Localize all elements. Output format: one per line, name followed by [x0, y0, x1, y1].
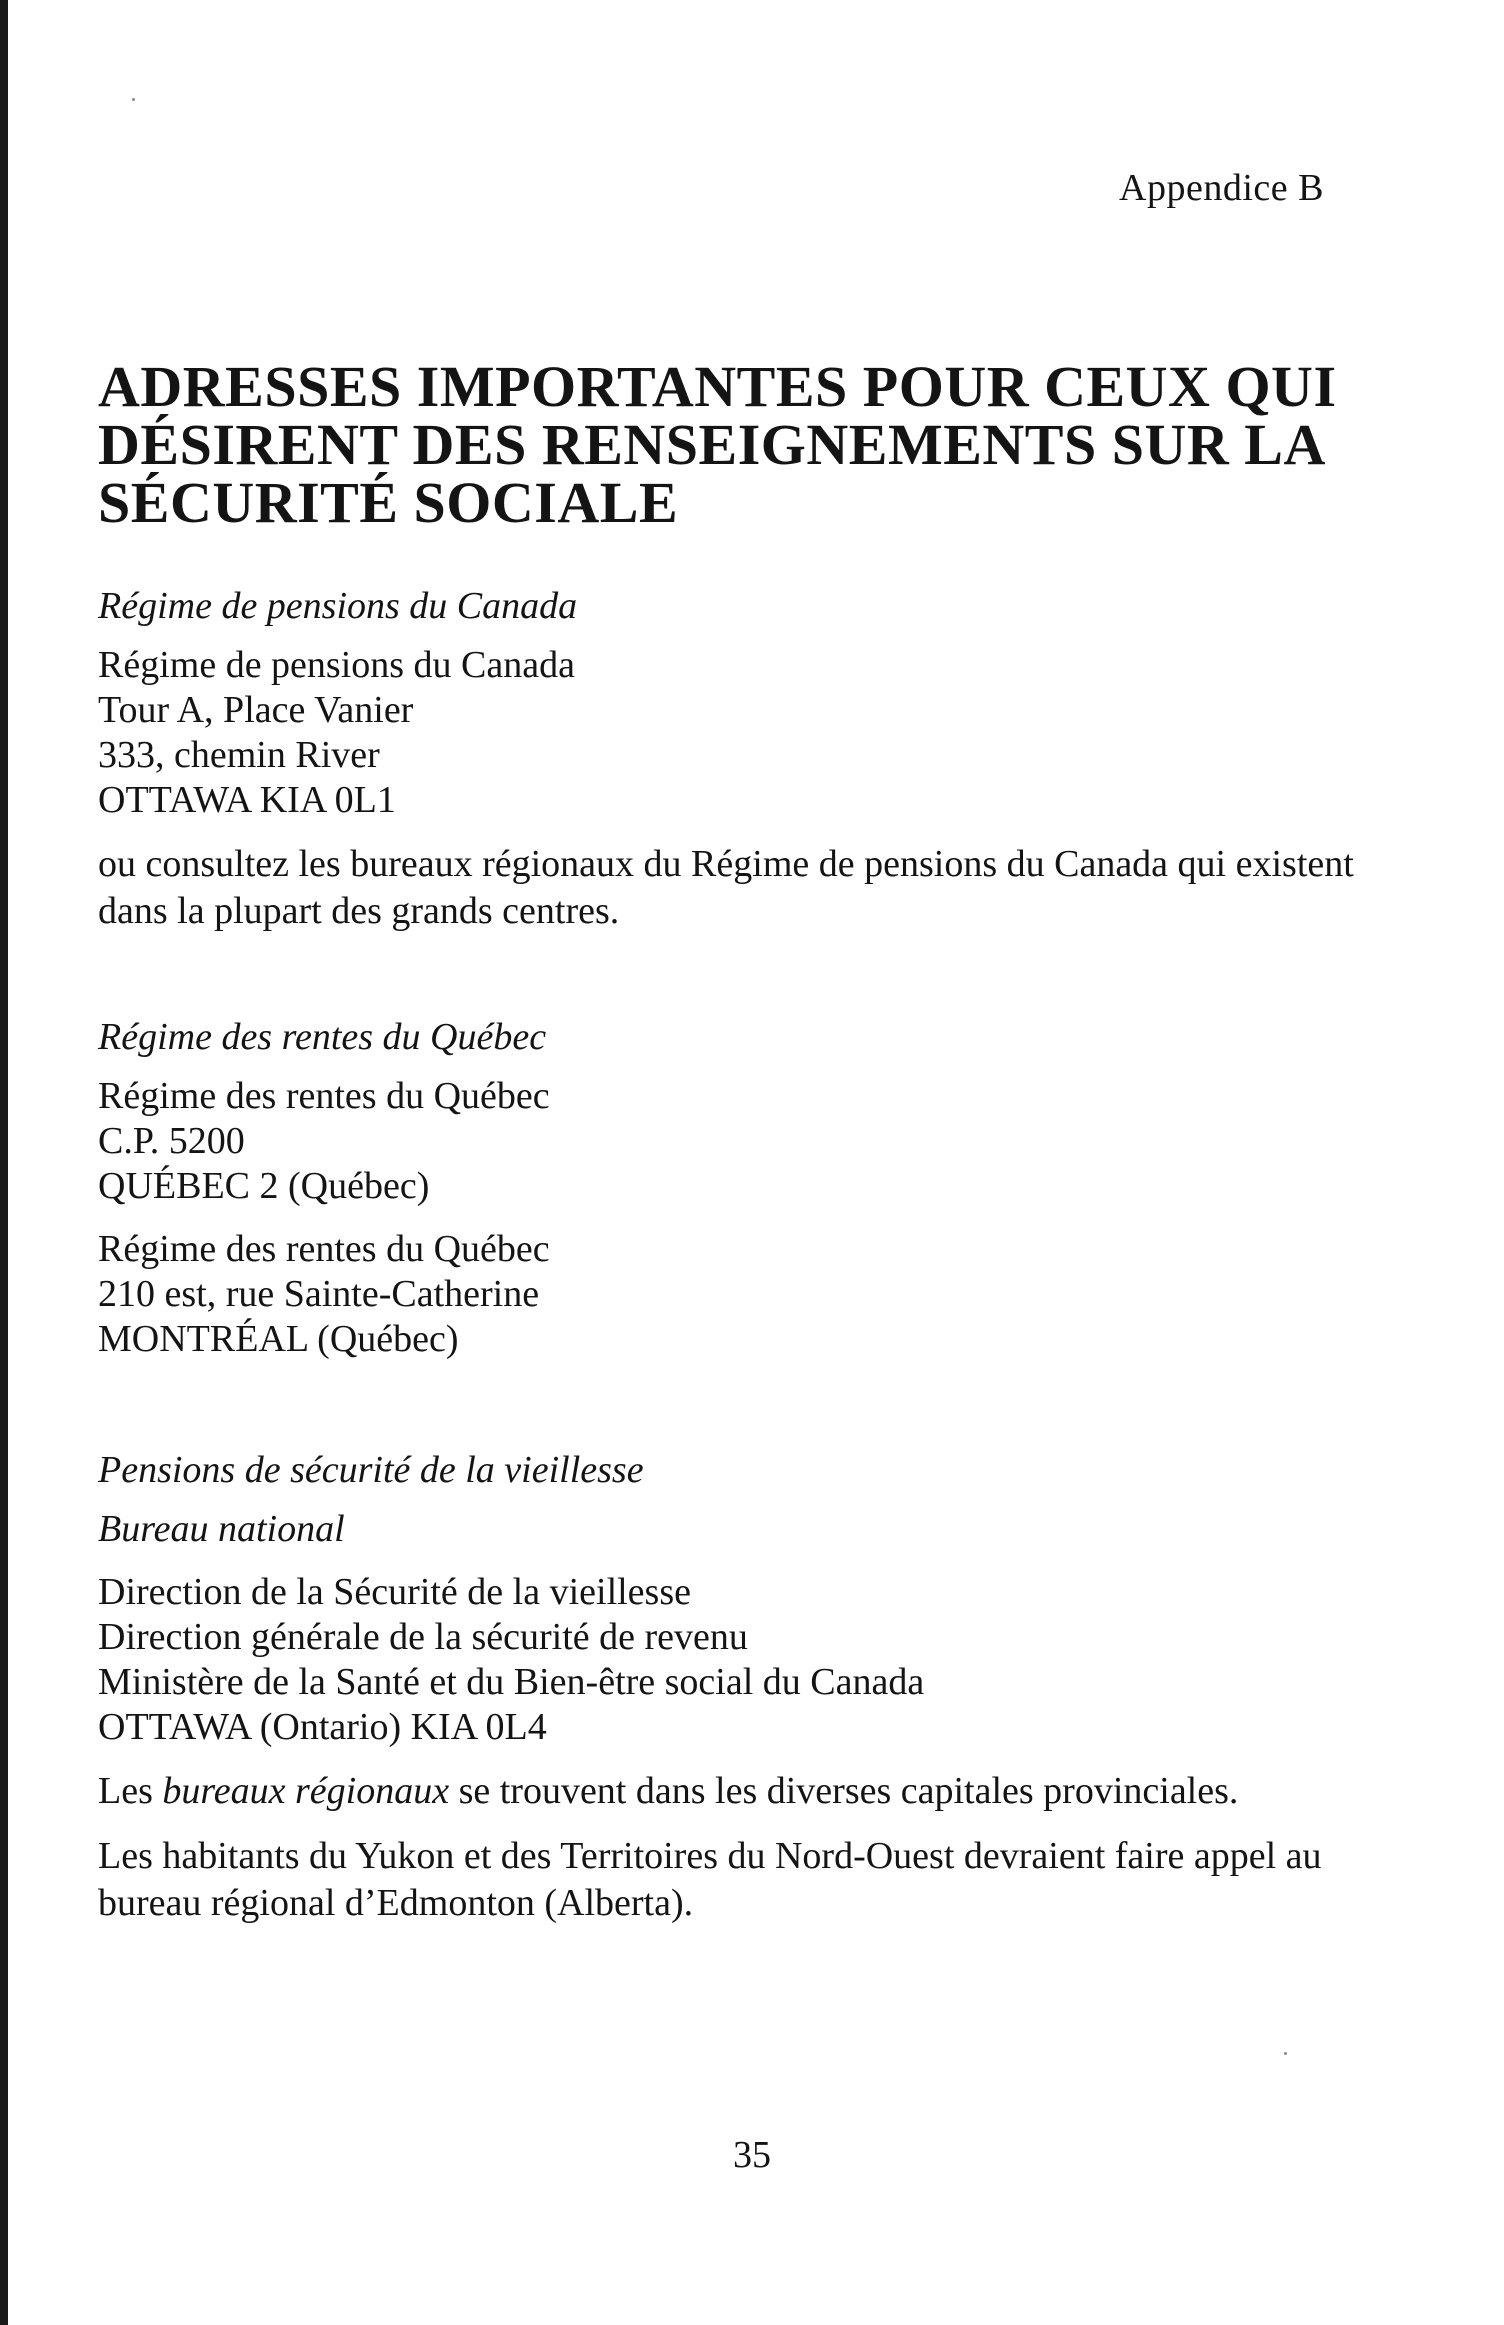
page-number: 35	[733, 2134, 771, 2176]
regional-offices-note	[98, 1768, 1398, 1815]
address-line: Tour A, Place Vanier	[98, 689, 414, 731]
note-text: Les	[98, 1770, 163, 1812]
address-line: Régime de pensions du Canada	[98, 644, 576, 686]
address-block	[98, 1570, 1398, 1750]
section-heading: Régime de pensions du Canada	[98, 585, 578, 627]
section-heading: Régime des rentes du Québec	[98, 1016, 547, 1058]
address-line: Régime des rentes du Québec	[98, 1228, 550, 1270]
note-emphasis: bureaux régionaux	[162, 1770, 450, 1812]
page-title	[98, 354, 1398, 535]
address-line: MONTRÉAL (Québec)	[98, 1318, 459, 1360]
address-block	[98, 1074, 1398, 1209]
address-line: OTTAWA (Ontario) KIA 0L4	[98, 1706, 547, 1748]
appendix-label: Appendice B	[1119, 167, 1324, 209]
scan-speck	[1284, 2052, 1287, 2055]
address-line: Régime des rentes du Québec	[98, 1075, 550, 1117]
address-line: Direction générale de la sécurité de revenu	[98, 1616, 748, 1658]
title-line: ADRESSES IMPORTANTES POUR CEUX QUI	[98, 354, 1337, 419]
title-line: DÉSIRENT DES RENSEIGNEMENTS SUR LA	[98, 412, 1326, 477]
section-heading: Pensions de sécurité de la vieillesse	[98, 1449, 644, 1491]
address-line: 333, chemin River	[98, 734, 380, 776]
scan-speck	[132, 98, 135, 101]
section-oas	[98, 1448, 1398, 1927]
address-line: OTTAWA KIA 0L1	[98, 779, 396, 821]
address-line: C.P. 5200	[98, 1120, 245, 1162]
address-block	[98, 1227, 1398, 1362]
section-subheading: Bureau national	[98, 1508, 345, 1550]
address-line: Direction de la Sécurité de la vieillesse	[98, 1571, 691, 1613]
page-binding-edge	[0, 0, 8, 2325]
note-text: se trouvent dans les diverses capitales provinciales.	[449, 1770, 1239, 1812]
page-content	[98, 354, 1398, 1927]
address-line: QUÉBEC 2 (Québec)	[98, 1165, 430, 1207]
address-line: 210 est, rue Sainte-Catherine	[98, 1273, 540, 1315]
address-line: Ministère de la Santé et du Bien-être social du Canada	[98, 1661, 925, 1703]
title-line: SÉCURITÉ SOCIALE	[98, 470, 679, 535]
address-block	[98, 643, 1398, 823]
yukon-note: Les habitants du Yukon et des Territoires du Nord-Ouest devraient faire appel au bureau régional d’Edmonton (Alberta).	[98, 1835, 1322, 1924]
cpp-note: ou consultez les bureaux régionaux du Régime de pensions du Canada qui existent dans la plupart des grands centres.	[98, 843, 1354, 932]
section-cpp	[98, 584, 1398, 935]
section-qpp	[98, 1015, 1398, 1362]
